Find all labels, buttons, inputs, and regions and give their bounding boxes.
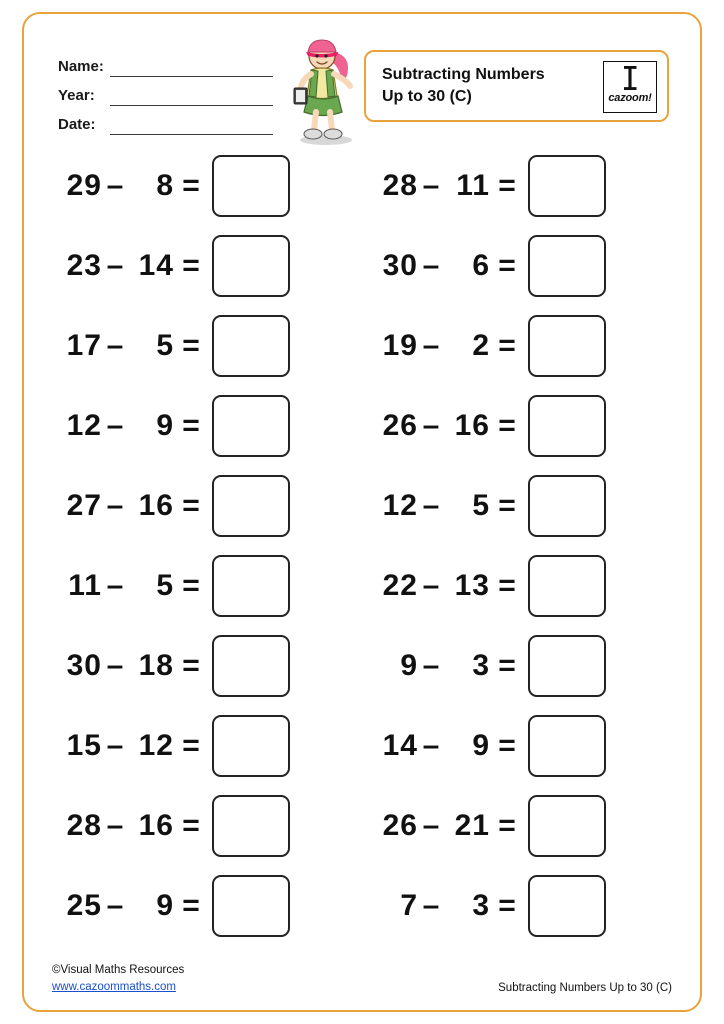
operator: – xyxy=(422,809,440,842)
answer-box[interactable] xyxy=(528,875,606,937)
question-expression xyxy=(56,409,208,443)
operand-b: 6 xyxy=(472,249,490,282)
question-expression xyxy=(372,649,524,683)
equals-sign: = xyxy=(182,409,200,442)
equals-sign: = xyxy=(182,569,200,602)
operand-a: 26 xyxy=(382,409,418,442)
operand-b: 3 xyxy=(472,649,490,682)
operator: – xyxy=(106,489,124,522)
operator: – xyxy=(106,729,124,762)
worksheet-page xyxy=(22,12,702,1012)
equals-sign: = xyxy=(498,809,516,842)
operand-b: 9 xyxy=(156,409,174,442)
operand-b: 21 xyxy=(454,809,490,842)
question-expression xyxy=(372,329,524,363)
equals-sign: = xyxy=(182,249,200,282)
question-expression xyxy=(56,329,208,363)
questions-column-right xyxy=(372,146,692,946)
question-row xyxy=(372,386,692,466)
operator: – xyxy=(422,729,440,762)
name-field-row xyxy=(58,48,273,77)
operand-a: 14 xyxy=(382,729,418,762)
operand-b: 13 xyxy=(454,569,490,602)
worksheet-footer xyxy=(52,956,672,1000)
operand-b: 5 xyxy=(472,489,490,522)
equals-sign: = xyxy=(182,889,200,922)
cazoom-logo xyxy=(603,61,657,113)
operand-b: 14 xyxy=(138,249,174,282)
operand-a: 25 xyxy=(66,889,102,922)
operator: – xyxy=(106,889,124,922)
equals-sign: = xyxy=(498,889,516,922)
question-row xyxy=(56,306,376,386)
questions-area xyxy=(24,146,700,946)
operand-a: 22 xyxy=(382,569,418,602)
question-expression xyxy=(372,249,524,283)
answer-box[interactable] xyxy=(212,635,290,697)
operand-a: 7 xyxy=(400,889,418,922)
operand-b: 16 xyxy=(138,809,174,842)
operand-a: 27 xyxy=(66,489,102,522)
operator: – xyxy=(106,809,124,842)
operand-b: 16 xyxy=(138,489,174,522)
equals-sign: = xyxy=(182,329,200,362)
date-field-row xyxy=(58,106,273,135)
operand-b: 12 xyxy=(138,729,174,762)
equals-sign: = xyxy=(182,809,200,842)
footer-sheet-title: Subtracting Numbers Up to 30 (C) xyxy=(498,982,672,994)
equals-sign: = xyxy=(498,249,516,282)
operator: – xyxy=(106,169,124,202)
question-expression xyxy=(56,889,208,923)
year-label: Year: xyxy=(58,87,95,104)
copyright-text: ©Visual Maths Resources xyxy=(52,963,185,976)
worksheet-header xyxy=(24,14,700,144)
operand-b: 2 xyxy=(472,329,490,362)
answer-box[interactable] xyxy=(528,155,606,217)
operand-b: 16 xyxy=(454,409,490,442)
equals-sign: = xyxy=(498,569,516,602)
operator: – xyxy=(422,169,440,202)
question-row xyxy=(56,866,376,946)
operator: – xyxy=(106,569,124,602)
answer-box[interactable] xyxy=(528,795,606,857)
page-title xyxy=(382,64,577,107)
question-expression xyxy=(372,729,524,763)
questions-column-left xyxy=(56,146,376,946)
operand-b: 18 xyxy=(138,649,174,682)
worksheet-title-box xyxy=(364,50,669,122)
operand-a: 12 xyxy=(66,409,102,442)
operator: – xyxy=(106,409,124,442)
operand-a: 12 xyxy=(382,489,418,522)
question-expression xyxy=(56,809,208,843)
operator: – xyxy=(422,409,440,442)
answer-box[interactable] xyxy=(528,555,606,617)
date-input-line[interactable] xyxy=(110,113,273,135)
equals-sign: = xyxy=(498,409,516,442)
operator: – xyxy=(422,249,440,282)
equals-sign: = xyxy=(182,649,200,682)
question-row xyxy=(56,786,376,866)
operand-b: 3 xyxy=(472,889,490,922)
operand-b: 5 xyxy=(156,329,174,362)
question-expression xyxy=(56,169,208,203)
equals-sign: = xyxy=(182,169,200,202)
answer-box[interactable] xyxy=(528,315,606,377)
question-expression xyxy=(372,569,524,603)
operand-a: 23 xyxy=(66,249,102,282)
operand-a: 11 xyxy=(68,569,102,602)
page-title-line2: Up to 30 (C) xyxy=(382,87,472,105)
equals-sign: = xyxy=(498,169,516,202)
operator: – xyxy=(106,649,124,682)
question-row xyxy=(56,546,376,626)
question-expression xyxy=(56,489,208,523)
student-info-block xyxy=(58,48,273,135)
question-row xyxy=(56,466,376,546)
name-input-line[interactable] xyxy=(110,55,273,77)
equals-sign: = xyxy=(498,329,516,362)
operand-b: 8 xyxy=(156,169,174,202)
page-title-line1: Subtracting Numbers xyxy=(382,66,545,83)
date-label: Date: xyxy=(58,116,96,133)
equals-sign: = xyxy=(498,489,516,522)
question-row xyxy=(372,226,692,306)
question-row xyxy=(56,626,376,706)
website-link[interactable]: www.cazoommaths.com xyxy=(52,980,176,993)
equals-sign: = xyxy=(182,489,200,522)
operand-b: 5 xyxy=(156,569,174,602)
operand-b: 9 xyxy=(156,889,174,922)
question-row xyxy=(372,546,692,626)
operand-a: 28 xyxy=(66,809,102,842)
operand-a: 30 xyxy=(382,249,418,282)
answer-box[interactable] xyxy=(528,475,606,537)
name-label: Name: xyxy=(58,58,104,75)
answer-box[interactable] xyxy=(212,475,290,537)
question-row xyxy=(56,386,376,466)
operator: – xyxy=(422,329,440,362)
answer-box[interactable] xyxy=(212,315,290,377)
question-expression xyxy=(372,489,524,523)
answer-box[interactable] xyxy=(212,715,290,777)
operator: – xyxy=(422,889,440,922)
question-row xyxy=(372,786,692,866)
operand-a: 28 xyxy=(382,169,418,202)
question-expression xyxy=(372,809,524,843)
question-expression xyxy=(372,169,524,203)
equals-sign: = xyxy=(182,729,200,762)
question-row xyxy=(56,706,376,786)
footer-credits xyxy=(52,962,184,997)
operand-b: 9 xyxy=(472,729,490,762)
logo-mark-icon xyxy=(624,66,637,90)
answer-box[interactable] xyxy=(212,555,290,617)
question-row xyxy=(372,706,692,786)
question-expression xyxy=(372,889,524,923)
operand-a: 30 xyxy=(66,649,102,682)
answer-box[interactable] xyxy=(528,395,606,457)
answer-box[interactable] xyxy=(212,875,290,937)
answer-box[interactable] xyxy=(212,395,290,457)
question-row xyxy=(56,226,376,306)
question-expression xyxy=(56,249,208,283)
answer-box[interactable] xyxy=(212,795,290,857)
answer-box[interactable] xyxy=(528,235,606,297)
question-row xyxy=(372,466,692,546)
operand-a: 26 xyxy=(382,809,418,842)
question-expression xyxy=(56,729,208,763)
question-expression xyxy=(372,409,524,443)
question-row xyxy=(372,626,692,706)
equals-sign: = xyxy=(498,729,516,762)
logo-text: cazoom! xyxy=(608,92,652,104)
question-row xyxy=(372,866,692,946)
question-row xyxy=(56,146,376,226)
answer-box[interactable] xyxy=(528,715,606,777)
question-row xyxy=(372,146,692,226)
operand-a: 9 xyxy=(400,649,418,682)
equals-sign: = xyxy=(498,649,516,682)
answer-box[interactable] xyxy=(528,635,606,697)
answer-box[interactable] xyxy=(212,155,290,217)
operator: – xyxy=(422,569,440,602)
operator: – xyxy=(106,329,124,362)
operand-a: 17 xyxy=(66,329,102,362)
operand-a: 29 xyxy=(66,169,102,202)
operator: – xyxy=(106,249,124,282)
year-field-row xyxy=(58,77,273,106)
question-expression xyxy=(56,569,208,603)
operator: – xyxy=(422,649,440,682)
answer-box[interactable] xyxy=(212,235,290,297)
operator: – xyxy=(422,489,440,522)
mascot-illustration xyxy=(286,34,364,146)
year-input-line[interactable] xyxy=(110,84,273,106)
operand-a: 15 xyxy=(66,729,102,762)
operand-a: 19 xyxy=(382,329,418,362)
operand-b: 11 xyxy=(456,169,490,202)
question-row xyxy=(372,306,692,386)
question-expression xyxy=(56,649,208,683)
